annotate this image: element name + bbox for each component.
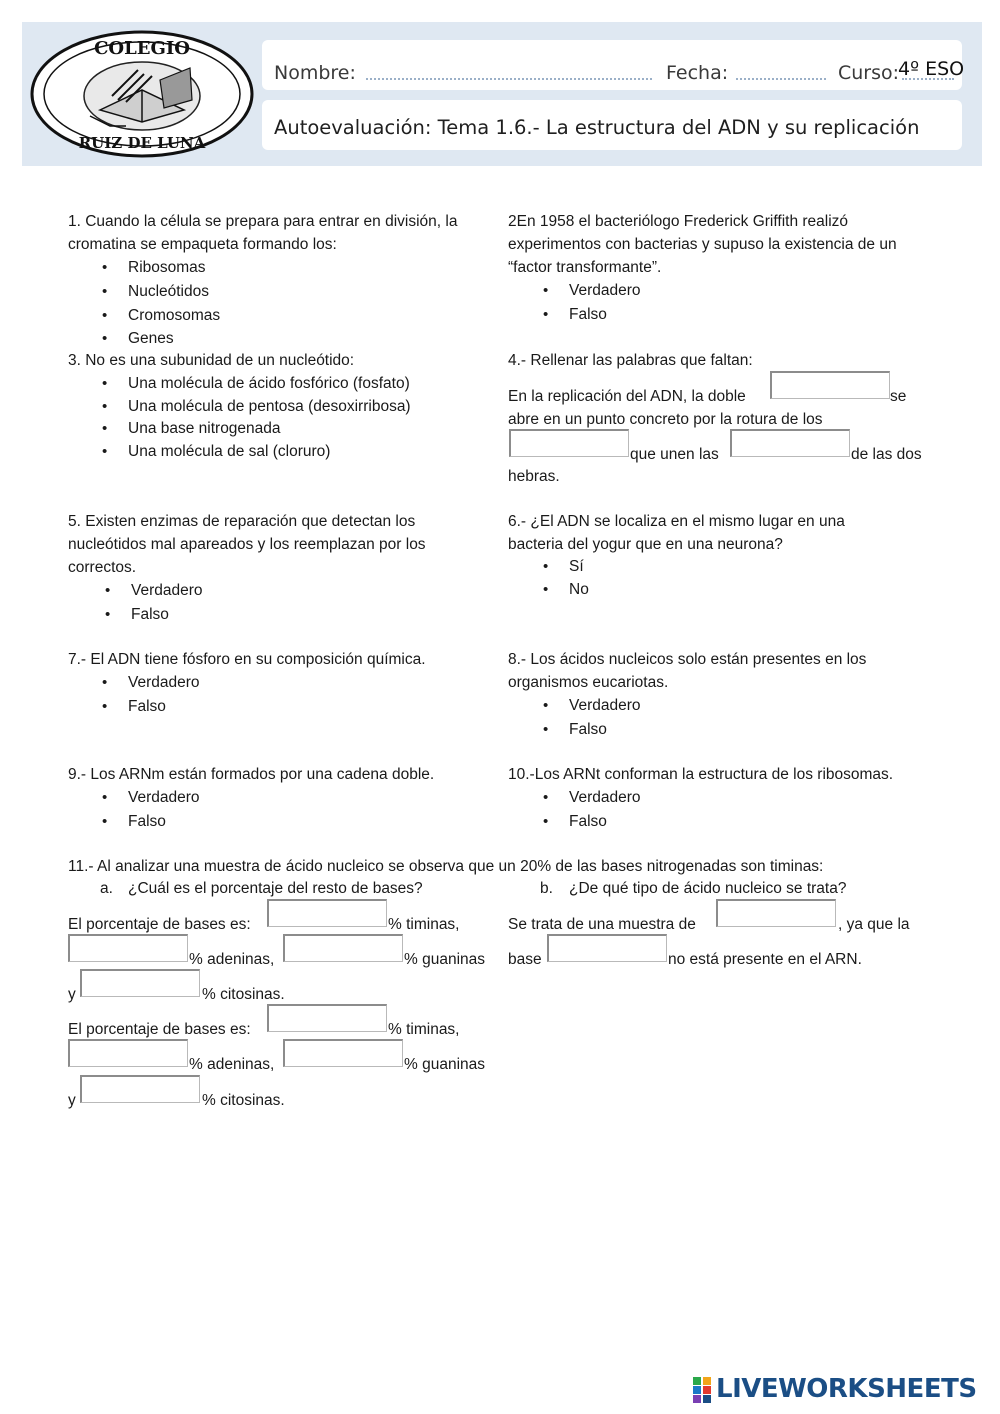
q1-text-1: 1. Cuando la célula se prepara para entrar en división, la bbox=[68, 213, 458, 230]
name-label: Nombre: bbox=[274, 62, 356, 84]
q11a-citosinas-input-1[interactable] bbox=[80, 969, 200, 997]
course-label: Curso: bbox=[838, 62, 900, 84]
liveworksheets-brand: LIVEWORKSHEETS bbox=[716, 1374, 977, 1404]
q4-blank-3[interactable] bbox=[730, 429, 850, 457]
q2-option-verdadero[interactable]: • Verdadero bbox=[569, 279, 641, 302]
q11a-citosinas-input-2[interactable] bbox=[80, 1075, 200, 1103]
q11a-citosinas-label-2: % citosinas. bbox=[202, 1092, 285, 1109]
q2-option-falso[interactable]: • Falso bbox=[569, 303, 607, 326]
q11a-adeninas-input-2[interactable] bbox=[68, 1039, 188, 1067]
q11-text-1: 11.- Al analizar una muestra de ácido nucleico se observa que un 20% de las bases nitrogenadas son timinas: bbox=[68, 858, 824, 875]
q2-text-2: experimentos con bacterias y supuso la existencia de un bbox=[508, 236, 897, 253]
q11a-guaninas-input-1[interactable] bbox=[283, 934, 403, 962]
q11a-timinas-label-2: % timinas, bbox=[388, 1021, 460, 1038]
q5-text-1: 5. Existen enzimas de reparación que detectan los bbox=[68, 513, 416, 530]
q11a-guaninas-label-2: % guaninas bbox=[404, 1056, 486, 1073]
logo-text-bottom: RUIZ DE LUNA bbox=[78, 134, 206, 152]
q1-option-ribosomas[interactable]: • Ribosomas bbox=[128, 256, 206, 279]
liveworksheets-mark-icon bbox=[692, 1376, 712, 1404]
q8-option-falso[interactable]: • Falso bbox=[569, 718, 607, 741]
q8-text-2: organismos eucariotas. bbox=[508, 674, 669, 691]
liveworksheets-logo bbox=[692, 1374, 990, 1406]
course-value: 4º ESO bbox=[898, 58, 965, 80]
q9-option-falso[interactable]: • Falso bbox=[128, 810, 166, 833]
q11b-text-3: base bbox=[508, 951, 542, 968]
q5-option-verdadero[interactable]: • Verdadero bbox=[131, 579, 203, 602]
q11b-text-4: no está presente en el ARN. bbox=[668, 951, 862, 968]
q4-para-2: se bbox=[890, 388, 907, 405]
q3-option-fosfato[interactable]: • Una molécula de ácido fosfórico (fosfato) bbox=[128, 372, 410, 395]
q5-option-falso[interactable]: • Falso bbox=[131, 603, 169, 626]
q1-option-cromosomas[interactable]: • Cromosomas bbox=[128, 304, 220, 327]
school-logo bbox=[30, 30, 254, 158]
name-line[interactable] bbox=[366, 78, 652, 80]
q4-para-6: hebras. bbox=[508, 468, 560, 485]
q3-text-1: 3. No es una subunidad de un nucleótido: bbox=[68, 352, 355, 369]
q4-blank-1[interactable] bbox=[770, 371, 890, 399]
q11b-text-1: Se trata de una muestra de bbox=[508, 916, 696, 933]
q3-option-sal[interactable]: • Una molécula de sal (cloruro) bbox=[128, 440, 330, 463]
q10-text-1: 10.-Los ARNt conforman la estructura de los ribosomas. bbox=[508, 766, 894, 783]
q11-a-text: ¿Cuál es el porcentaje del resto de bases? bbox=[128, 880, 423, 897]
q11a-intro-2: El porcentaje de bases es: bbox=[68, 1021, 251, 1038]
q2-text-1: 2En 1958 el bacteriólogo Frederick Griffith realizó bbox=[508, 213, 849, 230]
q6-option-no[interactable]: • No bbox=[569, 578, 589, 601]
q11a-guaninas-input-2[interactable] bbox=[283, 1039, 403, 1067]
q9-text-1: 9.- Los ARNm están formados por una cadena doble. bbox=[68, 766, 435, 783]
q3-option-base[interactable]: • Una base nitrogenada bbox=[128, 417, 281, 440]
q4-para-1: En la replicación del ADN, la doble bbox=[508, 388, 746, 405]
q8-option-verdadero[interactable]: • Verdadero bbox=[569, 694, 641, 717]
logo-text-top: COLEGIO bbox=[94, 38, 190, 59]
q5-text-3: correctos. bbox=[68, 559, 137, 576]
q11a-timinas-input-2[interactable] bbox=[267, 1004, 387, 1032]
q1-text-2: cromatina se empaqueta formando los: bbox=[68, 236, 337, 253]
date-line[interactable] bbox=[736, 78, 826, 80]
q11a-intro-1: El porcentaje de bases es: bbox=[68, 916, 251, 933]
q1-option-nucleotidos[interactable]: • Nucleótidos bbox=[128, 280, 209, 303]
q11b-base-input[interactable] bbox=[547, 934, 667, 962]
q11a-y-1: y bbox=[68, 986, 76, 1003]
q2-text-3: “factor transformante”. bbox=[508, 259, 662, 276]
q9-option-verdadero[interactable]: • Verdadero bbox=[128, 786, 200, 809]
q11-b-marker: b. bbox=[540, 880, 553, 897]
q11a-timinas-input-1[interactable] bbox=[267, 899, 387, 927]
q4-para-3: abre en un punto concreto por la rotura de los bbox=[508, 411, 823, 428]
q4-text-1: 4.- Rellenar las palabras que faltan: bbox=[508, 352, 753, 369]
q3-option-pentosa[interactable]: • Una molécula de pentosa (desoxirribosa) bbox=[128, 395, 411, 418]
date-label: Fecha: bbox=[666, 62, 729, 84]
q11b-text-2: , ya que la bbox=[838, 916, 910, 933]
q7-text-1: 7.- El ADN tiene fósforo en su composición química. bbox=[68, 651, 426, 668]
q8-text-1: 8.- Los ácidos nucleicos solo están presentes en los bbox=[508, 651, 867, 668]
q11a-adeninas-input-1[interactable] bbox=[68, 934, 188, 962]
q1-option-genes[interactable]: • Genes bbox=[128, 327, 174, 350]
q7-option-falso[interactable]: • Falso bbox=[128, 695, 166, 718]
q10-option-falso[interactable]: • Falso bbox=[569, 810, 607, 833]
q4-para-4: que unen las bbox=[630, 446, 719, 463]
q4-para-5: de las dos bbox=[851, 446, 922, 463]
q11b-acid-type-input[interactable] bbox=[716, 899, 836, 927]
q11a-y-2: y bbox=[68, 1092, 76, 1109]
q5-text-2: nucleótidos mal apareados y los reemplazan por los bbox=[68, 536, 426, 553]
q11-b-text: ¿De qué tipo de ácido nucleico se trata? bbox=[569, 880, 847, 897]
q11a-citosinas-label-1: % citosinas. bbox=[202, 986, 285, 1003]
q4-blank-2[interactable] bbox=[509, 429, 629, 457]
q6-text-1: 6.- ¿El ADN se localiza en el mismo lugar en una bbox=[508, 513, 845, 530]
q11a-timinas-label-1: % timinas, bbox=[388, 916, 460, 933]
q6-text-2: bacteria del yogur que en una neurona? bbox=[508, 536, 783, 553]
q6-option-si[interactable]: • Sí bbox=[569, 555, 584, 578]
page-title: Autoevaluación: Tema 1.6.- La estructura del ADN y su replicación bbox=[274, 116, 920, 139]
q10-option-verdadero[interactable]: • Verdadero bbox=[569, 786, 641, 809]
q11a-guaninas-label-1: % guaninas bbox=[404, 951, 486, 968]
q11-a-marker: a. bbox=[100, 880, 113, 897]
q11a-adeninas-label-1: % adeninas, bbox=[189, 951, 275, 968]
q7-option-verdadero[interactable]: • Verdadero bbox=[128, 671, 200, 694]
q11a-adeninas-label-2: % adeninas, bbox=[189, 1056, 275, 1073]
